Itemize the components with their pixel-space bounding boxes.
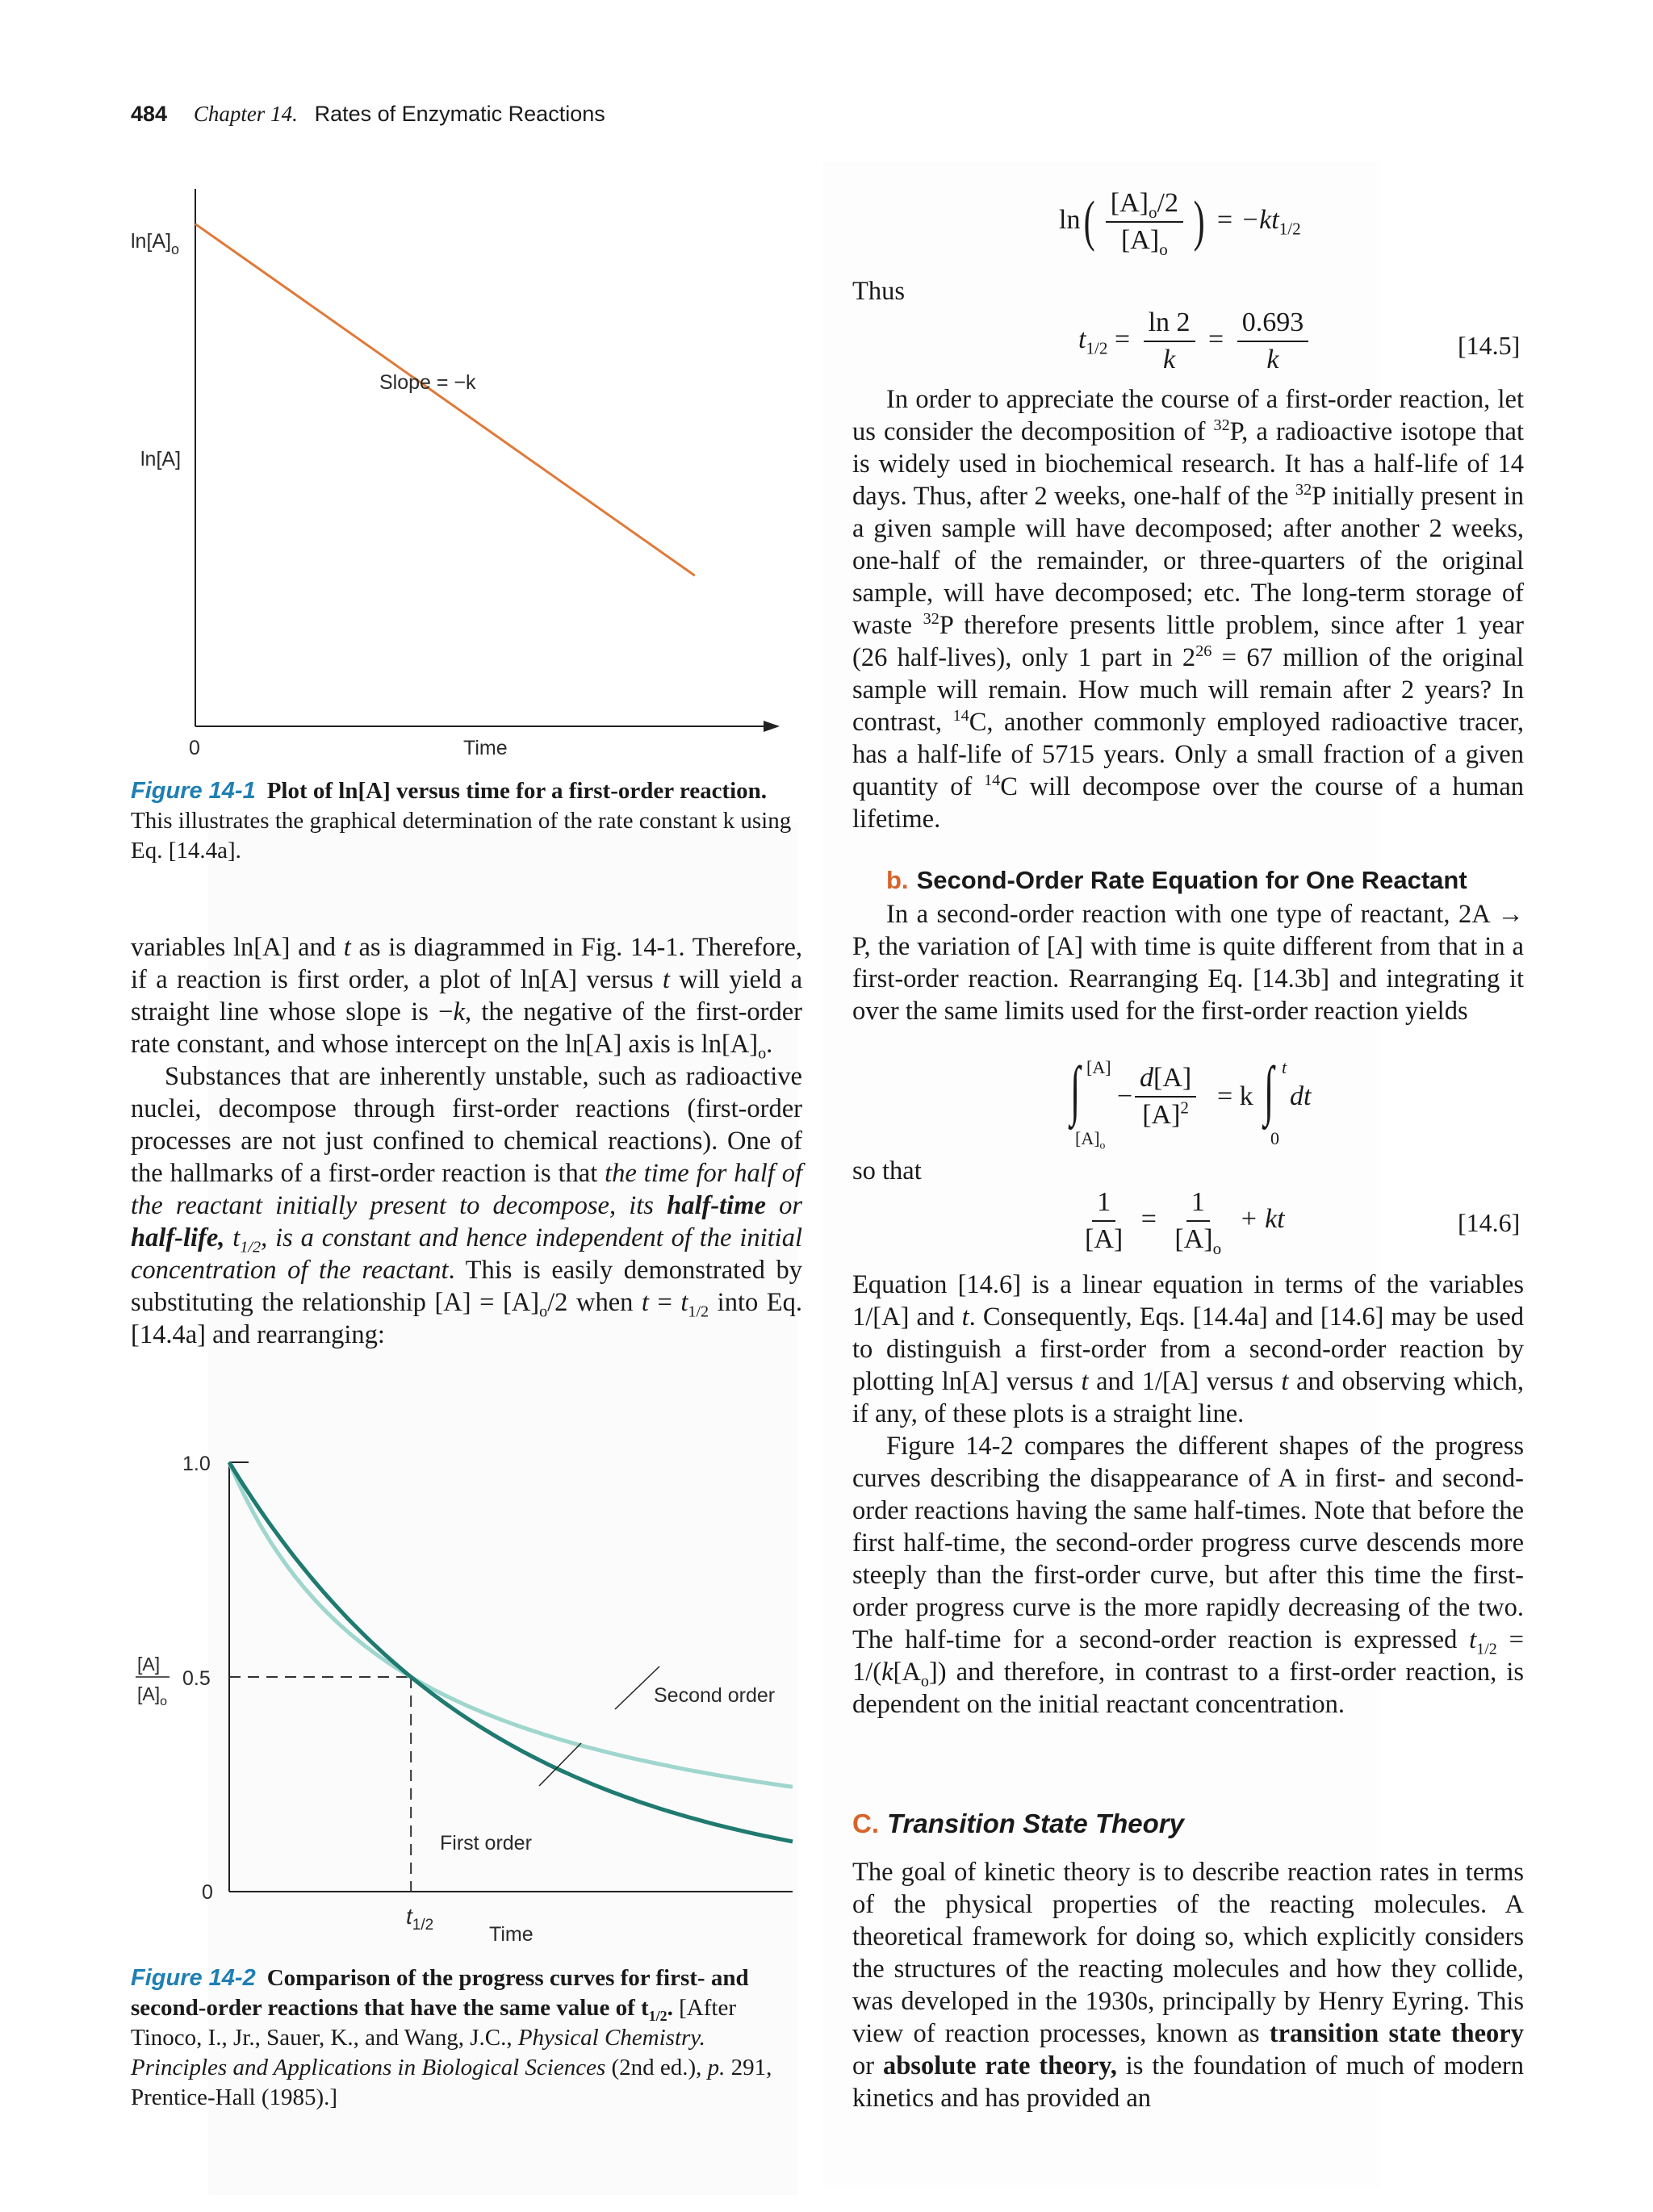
fig2-xtick-thalf: $t_{1/2}$ xyxy=(406,1904,434,1934)
fig2-ytick-label-1: 1.0 xyxy=(182,1453,211,1475)
paragraph-linear-equation: Equation [14.6] is a linear equation in terms of the variables 1/[A] and t. Consequently, Eqs. [14.4a] and [14.6] may be used to distinguish a first-order from a second-order reaction by plotting ln[A] versus t and 1/[A] versus t and observing which, if any, of these plots is a straight line. xyxy=(852,1270,1525,1428)
second-order-curve xyxy=(229,1462,793,1787)
fig2-ytick-label-0: 0 xyxy=(202,1881,213,1904)
fig1-ytick-top: $\ln[A]_o$ xyxy=(131,230,180,257)
paragraph-2: Substances that are inherently unstable, such as radioactive nuclei, decompose through first-order reactions (first-order processes are not just confined to chemical reactions). One of the hallmarks of a first-order reaction is that the time for half of the reactant initially present to decompose, its half-time or half-life, $t_{1/2}$, is a constant and hence independent of the initial concentration of the reactant. This is easily demonstrated by substituting the relationship $[A] = [A]_o/2$ when $t = t_{1/2}$ into Eq. [14.4a] and rearranging: xyxy=(131,1062,802,1349)
equation-14-5-number: [14.5] xyxy=(1458,331,1521,360)
equation-integral: ∫ [A] $[A]_o$ − $\frac{d[A]}{[A]^2}$ = k ∫ t 0 dt xyxy=(1070,1053,1312,1152)
fig1-ytick-mid: ln[A] xyxy=(140,448,182,470)
fig2-ytick-label-05: 0.5 xyxy=(182,1667,211,1690)
fig1-caption-title: Plot of ln[A] versus time for a first-order reaction. xyxy=(266,778,768,804)
second-order-label: Second order xyxy=(654,1684,776,1707)
figure-14-1-plot xyxy=(121,178,791,775)
fig2-ylabel-num: [A] xyxy=(137,1654,161,1675)
running-head xyxy=(131,102,605,127)
first-order-label: First order xyxy=(440,1832,532,1854)
fig2-ylabel-den: $[A]_o$ xyxy=(137,1683,168,1708)
chapter-title: Rates of Enzymatic Reactions xyxy=(314,102,605,126)
fig2-caption-label: Figure 14-2 xyxy=(131,1965,256,1991)
first-order-curve xyxy=(229,1462,793,1842)
figure-14-1-caption xyxy=(131,776,801,866)
left-column-text xyxy=(131,931,802,1351)
equation-14-6-number: [14.6] xyxy=(1458,1208,1521,1237)
equation-14-6: $\frac{1}{[A]}$ = $\frac{1}{[A]_o}$ + kt xyxy=(1085,1187,1285,1258)
fig1-slope-label: Slope = −k xyxy=(379,371,476,394)
page-number: 484 xyxy=(131,102,168,126)
heading-transition-state-theory: C. Transition State Theory xyxy=(852,1808,1184,1838)
fig1-caption-text: This illustrates the graphical determination of the rate constant k using Eq. [14.4a]. xyxy=(131,808,792,863)
paragraph-second-order: In a second-order reaction with one type of reactant, 2A → P, the variation of [A] with time is quite different from that in a first-order reaction. Rearranging Eq. [14.3b] and integrating it over the same limits used for the first-order reaction yields xyxy=(852,900,1524,1026)
equation-half-life-derivation: ln( $\frac{[A]_o/2}{[A]_o}$ ) = $-kt_{1/2}$ xyxy=(1059,188,1301,259)
fig1-xtick-origin: 0 xyxy=(189,737,200,759)
paragraph-1: variables ln[A] and t as is diagrammed in Fig. 14-1. Therefore, if a reaction is first order, a plot of ln[A] versus t will yield a straight line whose slope is −k, the negative of the first-order rate constant, and whose intercept on the ln[A] axis is $\ln[A]_o$. xyxy=(131,933,803,1063)
so-that-text: so that xyxy=(852,1156,922,1185)
fig2-caption-title: Comparison of the progress curves for first- and second-order reactions that have the same value of t xyxy=(131,1965,749,2021)
paragraph-32P: In order to appreciate the course of a first-order reaction, let us consider the decomposition of $^{32}$P, a radioactive isotope that is widely used in biochemical research. It has a half-life of 14 days. Thus, after 2 weeks, one-half of the $^{32}$P initially present in a given sample will have decomposed; after another 2 weeks, one-half of the remainder, or three-quarters of the original sample, will have decomposed; etc. The long-term storage of waste $^{32}$P therefore presents little problem, since after 1 year (26 half-lives), only 1 part in $2^{26} = 67$ million of the original sample will remain. How much will remain after 2 years? In contrast, $^{14}$C, another commonly employed radioactive tracer, has a half-life of 5715 years. Only a small fraction of a given quantity of $^{14}$C will decompose over the course of a human lifetime. xyxy=(852,385,1525,834)
chapter-number: Chapter 14. xyxy=(193,102,298,126)
fig1-x-arrow xyxy=(764,721,780,732)
thus-text: Thus xyxy=(852,277,905,306)
fig1-data-line xyxy=(195,224,695,576)
second-order-leader xyxy=(615,1666,659,1709)
heading-second-order: b. Second-Order Rate Equation for One Reactant xyxy=(886,866,1467,894)
fig1-xlabel: Time xyxy=(463,737,508,759)
figure-14-2-plot xyxy=(121,1436,807,1953)
fig1-caption-label: Figure 14-1 xyxy=(131,778,256,804)
equation-14-5: $t_{1/2}$ = $\frac{\ln 2}{k}$ = $\frac{0.693}{k}$ xyxy=(1078,307,1315,376)
figure-14-2-caption: Figure 14-2 Comparison of the progress curves for first- and second-order reactions that have the same value of $t_{1/2}$. [After Tinoco, I., Jr., Sauer, K., and Wang, J.C., Physical Chemistry. Principles and Applications in Biological Sciences (2nd ed.), p. 291, Prentice-Hall (1985).] xyxy=(131,1965,772,2110)
fig2-xlabel: Time xyxy=(489,1923,534,1946)
paragraph-compare-curves: Figure 14-2 compares the different shapes of the progress curves describing the disappearance of A in first- and second-order reactions having the same half-times. Note that before the first half-time, the second-order progress curve descends more steeply than the first-order curve, but after this time the first-order progress curve is the more rapidly decreasing of the two. The half-time for a second-order reaction is expressed $t_{1/2} = 1/(k[A_o])$ and therefore, in contrast to a first-order reaction, is dependent on the initial reactant concentration. xyxy=(852,1432,1524,1719)
paragraph-transition-state: The goal of kinetic theory is to describe reaction rates in terms of the physical properties of the reacting molecules. A theoretical framework for doing so, which explicitly considers the structures of the reacting molecules and how they collide, was developed in the 1930s, principally by Henry Eyring. This view of reaction processes, known as transition state theory or absolute rate theory, is the foundation of much of modern kinetics and has provided an xyxy=(852,1858,1525,2113)
